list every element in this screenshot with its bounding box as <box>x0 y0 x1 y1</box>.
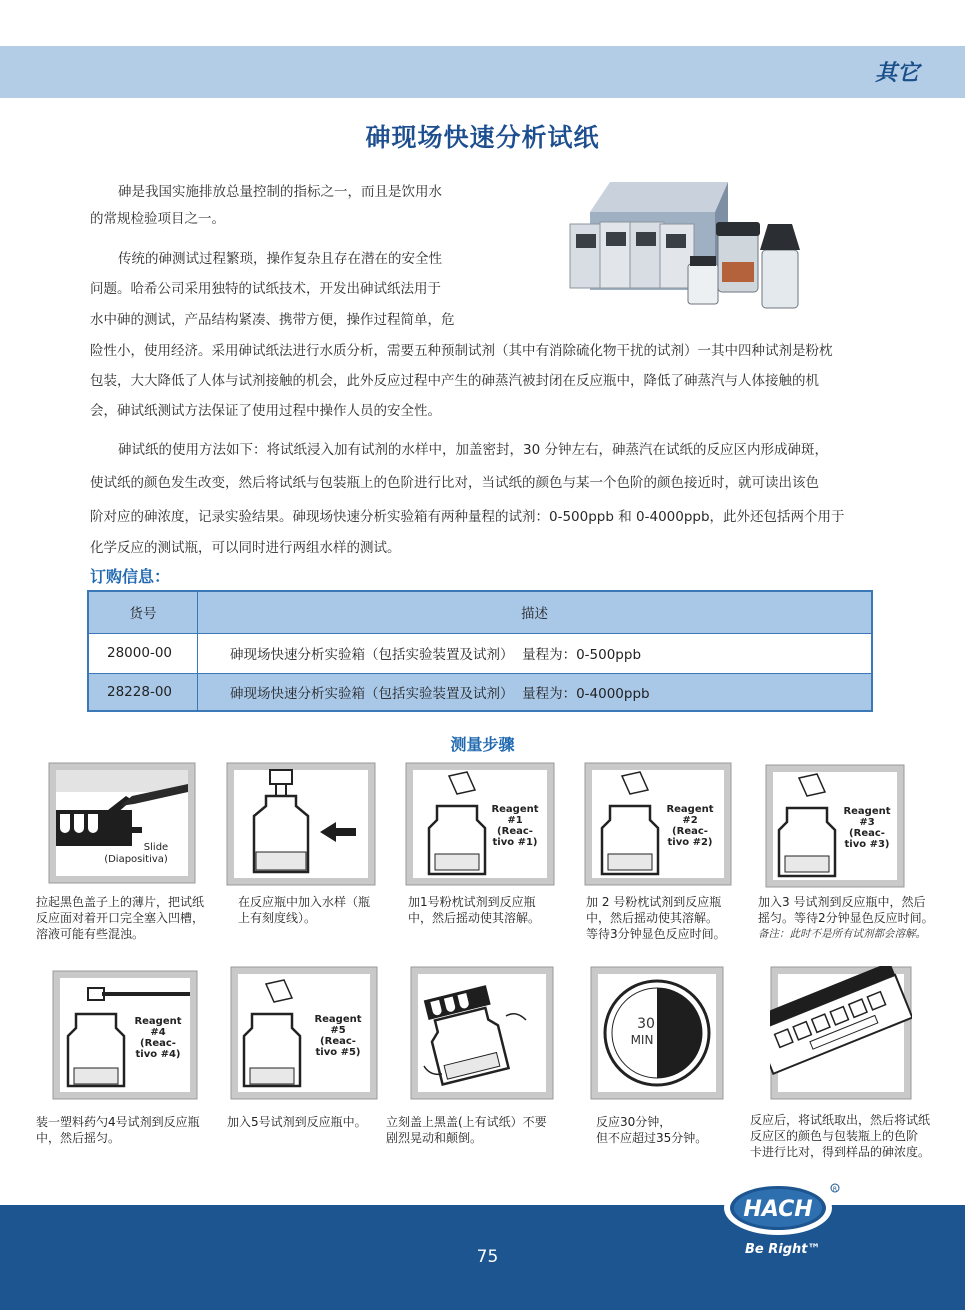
text-line: 包装，大大降低了人体与试剂接触的机会，此外反应过程中产生的砷蒸汽被封闭在反应瓶中，降低了砷蒸汽与人体接触的机 <box>90 373 819 389</box>
figure-label: Reagent <box>491 804 539 815</box>
step-8-caption: 立刻盖上黑盖(上有试纸）不要 剧烈晃动和颠倒。 <box>386 1115 547 1145</box>
item-description: 砷现场快速分析实验箱（包括实验装置及试剂） 量程为：0-500ppb <box>198 633 873 673</box>
item-number: 28228-00 <box>88 673 198 711</box>
text-line: 问题。哈希公司采用独特的试纸技术，开发出砷试纸法用于 <box>90 281 441 297</box>
step-4-caption: 加 2 号粉枕试剂到反应瓶 中，然后摇动使其溶解。 等待3分钟显色反应时间。 <box>586 895 726 941</box>
text-line: 传统的砷测试过程繁琐，操作复杂且存在潜在的安全性 <box>118 251 442 267</box>
table-row <box>88 633 872 673</box>
step-4-figure <box>584 762 732 886</box>
figure-label: tivo #3) <box>844 839 890 850</box>
figure-label: (Diapositiva) <box>104 854 168 865</box>
logo-text: HACH <box>743 1197 813 1222</box>
figure-label: Reagent <box>314 1014 362 1025</box>
intro-paragraph-1 <box>90 180 490 230</box>
step-6-caption: 装一塑料药勺4号试剂到反应瓶 中，然后摇匀。 <box>36 1115 200 1145</box>
figure-label: tivo #4) <box>135 1049 181 1060</box>
intro-paragraph-2 <box>90 247 880 419</box>
text-line: 砷试纸的使用方法如下：将试纸浸入加有试剂的水样中，加盖密封，30 分钟左右，砷蒸汽在试纸的反应区内形成砷斑， <box>118 442 828 458</box>
slogan: Be Right™ <box>745 1242 821 1257</box>
step-2-figure <box>226 762 376 886</box>
text-line: 阶对应的砷浓度，记录实验结果。砷现场快速分析实验箱有两种量程的试剂：0-500ppb 和 0-4000ppb，此外还包括两个用于 <box>90 509 845 525</box>
figure-label: (Reac- <box>140 1038 176 1049</box>
text-line: 砷是我国实施排放总量控制的指标之一，而且是饮用水 <box>118 184 442 200</box>
figure-label: (Reac- <box>672 826 708 837</box>
figure-label: Reagent <box>134 1016 182 1027</box>
figure-label: #3 <box>859 817 875 828</box>
order-heading: 订购信息： <box>90 567 171 586</box>
item-description: 砷现场快速分析实验箱（包括实验装置及试剂） 量程为：0-4000ppb <box>198 673 873 711</box>
figure-label: Reagent <box>843 806 891 817</box>
column-header-item: 货号 <box>88 591 198 633</box>
figure-label: (Reac- <box>497 826 533 837</box>
figure-label: 30 <box>637 1016 655 1032</box>
text-line: 会，砷试纸测试方法保证了使用过程中操作人员的安全性。 <box>90 403 441 419</box>
step-10-caption: 反应后，将试纸取出，然后将试纸 反应区的颜色与包装瓶上的色阶 卡进行比对，得到样品的砷浓度。 <box>750 1113 931 1159</box>
header-band <box>0 46 965 98</box>
text-line: 化学反应的测试瓶，可以同时进行两组水样的测试。 <box>90 540 401 556</box>
step-5-figure <box>765 764 905 888</box>
figure-label: (Reac- <box>320 1036 356 1047</box>
step-5-note: 备注：此时不是所有试剂都会溶解。 <box>758 928 926 940</box>
page-title: 砷现场快速分析试纸 <box>365 123 600 152</box>
figure-label: tivo #2) <box>667 837 713 848</box>
figure-label: #5 <box>330 1025 346 1036</box>
figure-label: Reagent <box>666 804 714 815</box>
text-line: 险性小，使用经济。采用砷试纸法进行水质分析，需要五种预制试剂（其中有消除硫化物干扰的试剂）一其中四种试剂是粉枕 <box>90 343 833 359</box>
step-1-caption: 拉起黑色盖子上的薄片，把试纸 反应面对着开口完全塞入凹槽， 溶液可能有些混浊。 <box>36 895 205 941</box>
figure-label: Slide <box>143 842 169 853</box>
step-10-figure <box>770 966 912 1100</box>
order-table <box>87 590 873 712</box>
step-7-figure <box>230 966 378 1100</box>
step-9-caption: 反应30分钟， 但不应超过35分钟。 <box>596 1115 708 1145</box>
step-3-caption: 加1号粉枕试剂到反应瓶 中，然后摇动使其溶解。 <box>408 895 541 925</box>
step-1-figure <box>48 762 196 884</box>
figure-label: #4 <box>150 1027 166 1038</box>
figure-label: #1 <box>507 815 523 826</box>
text-line: 水中砷的测试，产品结构紧凑、携带方便，操作过程简单，危 <box>90 312 455 328</box>
figure-label: tivo #5) <box>315 1047 361 1058</box>
figure-label: #2 <box>682 815 698 826</box>
table-header-row <box>88 591 872 633</box>
text-line: 使试纸的颜色发生改变，然后将试纸与包装瓶上的色阶进行比对，当试纸的颜色与某一个色阶的颜色接近时，就可读出该色 <box>90 475 819 491</box>
step-2-caption: 在反应瓶中加入水样（瓶 上有刻度线）。 <box>238 895 371 925</box>
text-line: 的常规检验项目之一。 <box>90 211 225 227</box>
section-tag: 其它 <box>874 61 919 86</box>
figure-label: (Reac- <box>849 828 885 839</box>
steps-heading: 测量步骤 <box>450 735 515 754</box>
step-5-caption: 加入3 号试剂到反应瓶中，然后 摇匀。等待2分钟显色反应时间。 备注：此时不是所有试剂都会溶解。 <box>758 894 958 942</box>
svg-text:R: R <box>832 1186 838 1193</box>
page-number: 75 <box>476 1247 499 1267</box>
hach-logo <box>722 1178 842 1240</box>
usage-paragraph <box>90 438 880 558</box>
step-8-figure <box>410 966 554 1100</box>
step-7-caption: 加入5号试剂到反应瓶中。 <box>227 1115 367 1129</box>
column-header-description: 描述 <box>198 591 873 633</box>
step-9-figure <box>590 966 724 1100</box>
step-3-figure <box>405 762 555 886</box>
figure-label: tivo #1) <box>492 837 538 848</box>
figure-label: MIN <box>630 1033 654 1047</box>
step-6-figure <box>52 970 198 1100</box>
table-row <box>88 673 872 711</box>
item-number: 28000-00 <box>88 633 198 673</box>
